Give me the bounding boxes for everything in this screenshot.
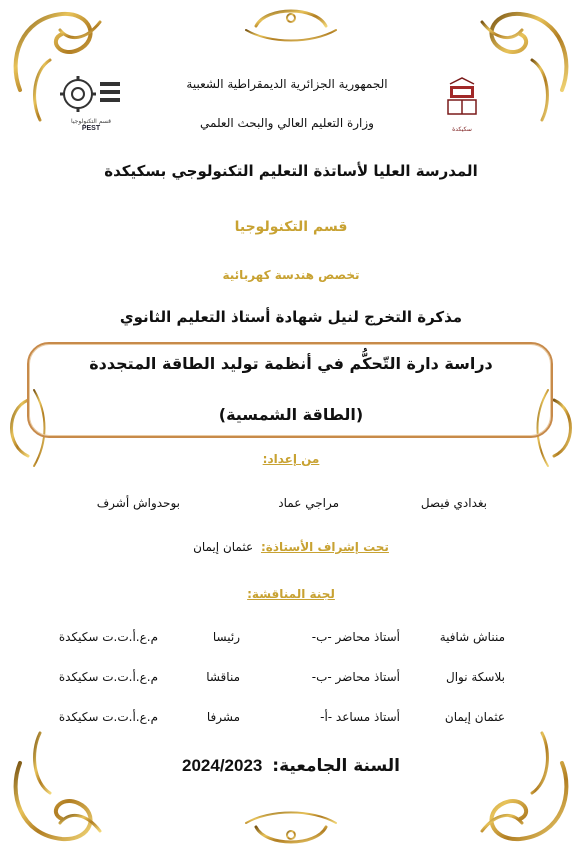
academic-year-value: 2024/2023 [182,756,263,775]
member-name: عثمان إيمان [444,710,505,724]
gear-logo-icon [56,74,126,114]
member-name: بلاسكة نوال [445,670,505,684]
specialty-title: تخصص هندسة كهربائية [222,268,360,282]
supervision-label: تحت إشراف الأستاذة: [260,540,389,554]
member-role: مناقشا [206,670,240,684]
logo-caption: سكيكدة [452,126,472,133]
member-institution: م.ع.أ.ت.ت سكيكدة [58,670,158,684]
book-logo-icon [444,74,480,122]
student-name: بوحدواش أشرف [96,496,180,510]
school-logo [444,74,480,134]
department-logo [56,74,126,130]
committee-label: لجنة المناقشة: [247,587,335,601]
memo-title: مذكرة التخرج لنيل شهادة أستاذ التعليم الثانوي [119,308,463,326]
school-title: المدرسة العليا لأساتذة التعليم التكنولوجي بسكيكدة [104,162,478,180]
supervision-line [0,540,582,554]
student-name: مراجي عماد [278,496,339,510]
member-institution: م.ع.أ.ت.ت سكيكدة [58,710,158,724]
prepared-by-label: من إعداد: [262,452,320,466]
republic-title: الجمهورية الجزائرية الديمقراطية الشعبية [186,77,388,91]
logo-pest-text: PEST [81,125,101,132]
member-rank: أستاذ مساعد -أ- [320,710,400,724]
member-institution: م.ع.أ.ت.ت سكيكدة [58,630,158,644]
academic-year-line [0,756,582,776]
supervisor-name: عثمان إيمان [193,540,254,554]
thesis-title-line2: (الطاقة الشمسية) [218,405,364,424]
ministry-title: وزارة التعليم العالي والبحث العلمي [200,116,374,130]
department-title: قسم التكنولوجيا [234,219,348,235]
member-role: رئيسا [212,630,240,644]
member-name: منناش شافية [439,630,505,644]
academic-year-label: السنة الجامعية: [272,756,400,776]
member-role: مشرفا [206,710,240,724]
member-rank: أستاذ محاضر -ب- [311,630,400,644]
thesis-title-line1: دراسة دارة التّحكُّم في أنظمة توليد الطاقة المتجددة [89,354,493,373]
member-rank: أستاذ محاضر -ب- [311,670,400,684]
logo-caption: قسم التكنولوجيا [71,118,111,125]
student-name: بغدادي فيصل [420,496,487,510]
